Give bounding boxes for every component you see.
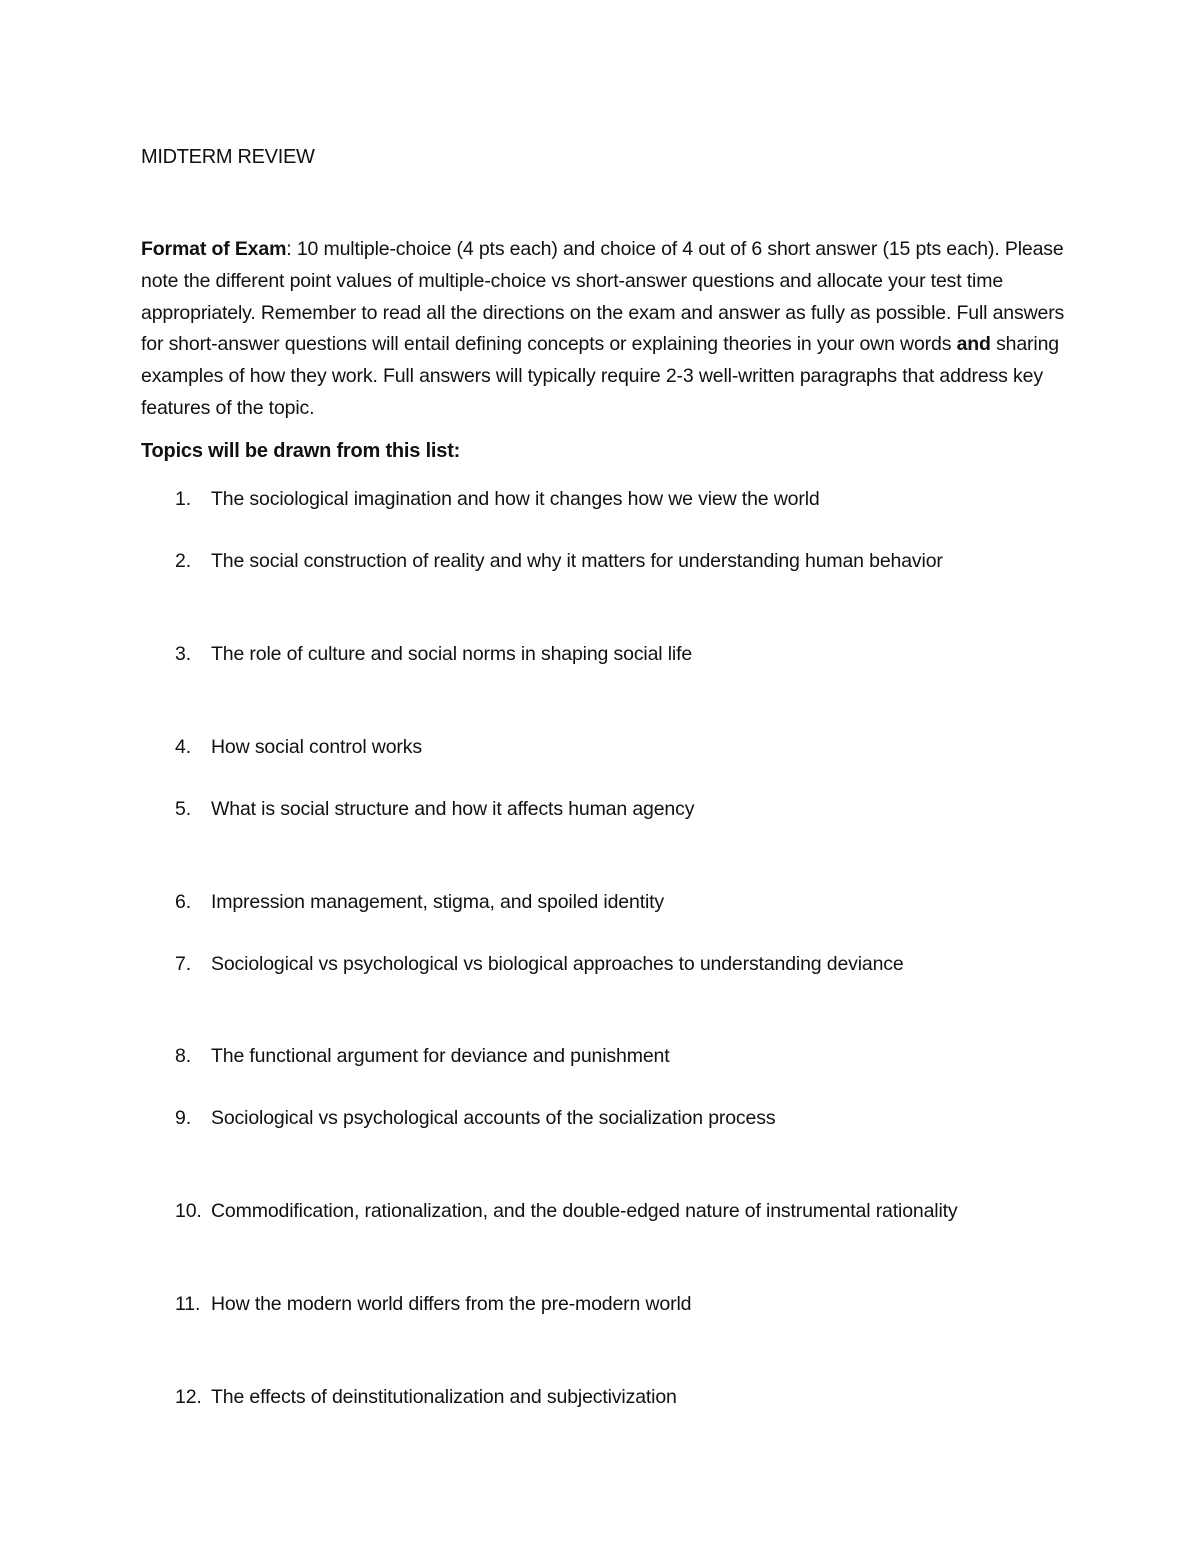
topics-heading: Topics will be drawn from this list: — [141, 440, 461, 462]
topic-number: 4. — [175, 736, 191, 758]
format-label: Format of Exam — [141, 238, 287, 260]
topic-number: 5. — [175, 798, 191, 820]
topic-number: 11. — [175, 1293, 201, 1315]
topic-number: 6. — [175, 891, 191, 913]
topic-number: 1. — [175, 488, 191, 510]
topic-text: The effects of deinstitutionalization and subjectivization — [211, 1386, 677, 1408]
topic-text: How the modern world differs from the pre-modern world — [211, 1293, 692, 1315]
topic-text: How social control works — [211, 736, 422, 758]
format-text-part-2: sharing examples of how they work. Full answers will typically require 2-3 well-written paragraphs that address key features of the topic. — [141, 333, 1059, 419]
topic-number: 8. — [175, 1045, 191, 1067]
format-emphasis: and — [956, 333, 991, 356]
topic-text: The social construction of reality and why it matters for understanding human behavior — [211, 550, 943, 572]
topic-number: 9. — [175, 1107, 191, 1129]
topic-number: 12. — [175, 1386, 202, 1408]
topic-number: 2. — [175, 550, 191, 572]
document-title: MIDTERM REVIEW — [141, 146, 315, 168]
topic-text: Commodification, rationalization, and the double-edged nature of instrumental rationality — [211, 1200, 958, 1222]
topic-text: Sociological vs psychological accounts of the socialization process — [211, 1107, 776, 1129]
topic-text: The functional argument for deviance and punishment — [211, 1045, 670, 1067]
topic-number: 10. — [175, 1200, 202, 1222]
format-colon: : — [286, 238, 292, 260]
exam-format-paragraph — [141, 234, 1066, 425]
topic-text: Impression management, stigma, and spoiled identity — [211, 891, 665, 913]
format-text-part-1: 10 multiple-choice (4 pts each) and choice of 4 out of 6 short answer (15 pts each). Please note the different point values of multiple-choice vs short-answer questions and allocate your test time appropriately. Remember to read all the directions on the exam and answer as fully as possible. Full answers for short-answer questions will entail defining concepts or explaining theories in your own words — [141, 238, 1065, 356]
topic-number: 3. — [175, 643, 191, 665]
topic-text: The role of culture and social norms in shaping social life — [211, 643, 693, 665]
topic-text: What is social structure and how it affects human agency — [211, 798, 695, 820]
topic-number: 7. — [175, 953, 191, 975]
topic-text: The sociological imagination and how it changes how we view the world — [211, 488, 820, 510]
topic-text: Sociological vs psychological vs biological approaches to understanding deviance — [211, 953, 904, 975]
